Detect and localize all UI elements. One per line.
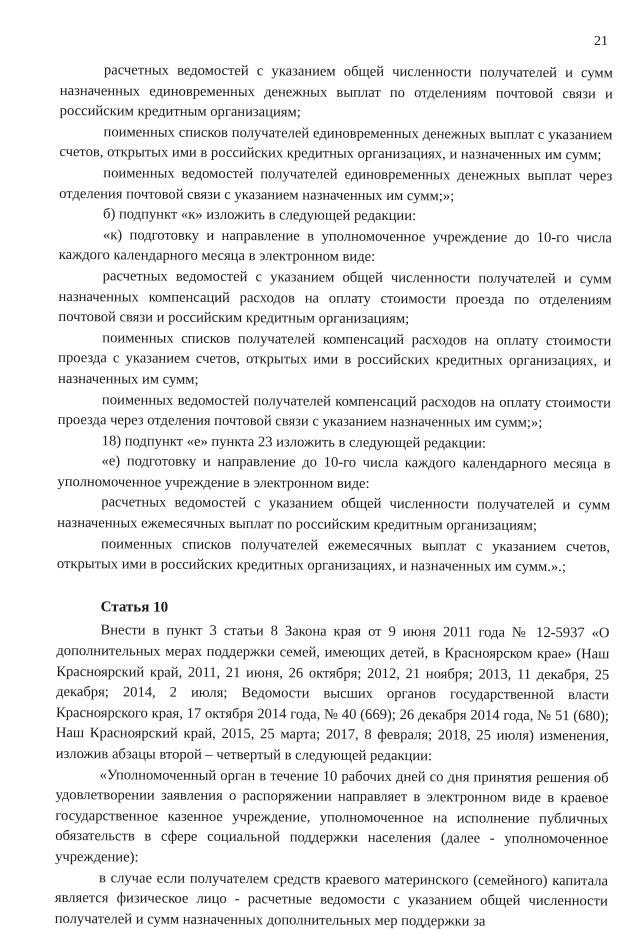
document-body: [55, 60, 613, 933]
paragraph: поименных ведомостей получателей единовременных денежных выплат через отделения почтовой связи с указанием назначенных им сумм;»;: [59, 165, 613, 204]
paragraph: поименных списков получателей ежемесячных выплат с указанием счетов, открытых ими в российских кредитных организациях, и назначенных им сумм.».;: [56, 535, 611, 576]
paragraph: «к) подготовку и направление в уполномоченное учреждение до 10-го числа каждого календарного месяца в электронном виде:: [58, 227, 612, 266]
paragraph: «Уполномоченный орган в течение 10 рабочих дней со дня принятия решения об удовлетворении заявления о распоряжении направляет в электронном виде в краевое государственное казенное учреждение, уполномоченное на исполнение публичных обязательств в сфере социальной поддержки населения (далее - уполномоченное учреждение):: [55, 766, 609, 866]
paragraph: поименных ведомостей получателей компенсаций расходов на оплату стоимости проезда через отделения почтовой связи с указанием назначенных им сумм;»;: [57, 391, 611, 432]
page-number: 21: [594, 34, 608, 49]
paragraph: поименных списков получателей компенсаций расходов на оплату стоимости проезда с указанием счетов, открытых ими в российских кредитных организациях, и назначенных им сумм;: [58, 329, 612, 388]
paragraph: Внести в пункт 3 статьи 8 Закона края от 9 июня 2011 года № 12-5937 «О дополнительных мерах поддержки семей, имеющих детей, в Красноярском крае» (Наш Красноярский край, 2011, 21 июня, 26 октября; 2012, 21 ноября; 2013, 11 декабря, 25 декабря; 2014, 2 июля; Ведомости высших органов государственной власти Красноярского края, 17 октября 2014 года, № 40 (669); 26 декабря 2014 года, № 51 (680); Наш Красноярский край, 2015, 25 марта; 2017, 8 февраля; 2018, 25 июля) изменения, изложив абзацы второй – четвертый в следующей редакции:: [55, 622, 610, 765]
paragraph: поименных списков получателей единовременных денежных выплат с указанием счетов, открытых ими в российских кредитных организациях, и назначенных им сумм;: [59, 124, 613, 164]
paragraph: б) подпункт «к» изложить в следующей редакции:: [103, 206, 417, 225]
paragraph: расчетных ведомостей с указанием общей численности получателей и сумм назначенных единовременных денежных выплат по отделениям почтовой связи и российским кредитным организациям;: [59, 62, 613, 121]
paragraph: расчетных ведомостей с указанием общей численности получателей и сумм назначенных компенсаций расходов на оплату стоимости проезда по отделениям почтовой связи и российским кредитным организациям;: [58, 268, 612, 328]
paragraph: «е) подготовку и направление до 10-го числа каждого календарного месяца в уполномоченное учреждение в электронном виде:: [57, 453, 611, 492]
article-heading: Статья 10: [100, 599, 169, 616]
paragraph: в случае если получателем средств краевого материнского (семейного) капитала является физическое лицо - расчетные ведомости с указанием общей численности получателей и сумм назначенных дополнительных мер поддержки за: [54, 869, 609, 930]
paragraph: расчетных ведомостей с указанием общей численности получателей и сумм назначенных ежемесячных выплат по российским кредитным организациям;: [57, 494, 611, 534]
paragraph: 18) подпункт «е» пункта 23 изложить в следующей редакции:: [101, 432, 487, 452]
